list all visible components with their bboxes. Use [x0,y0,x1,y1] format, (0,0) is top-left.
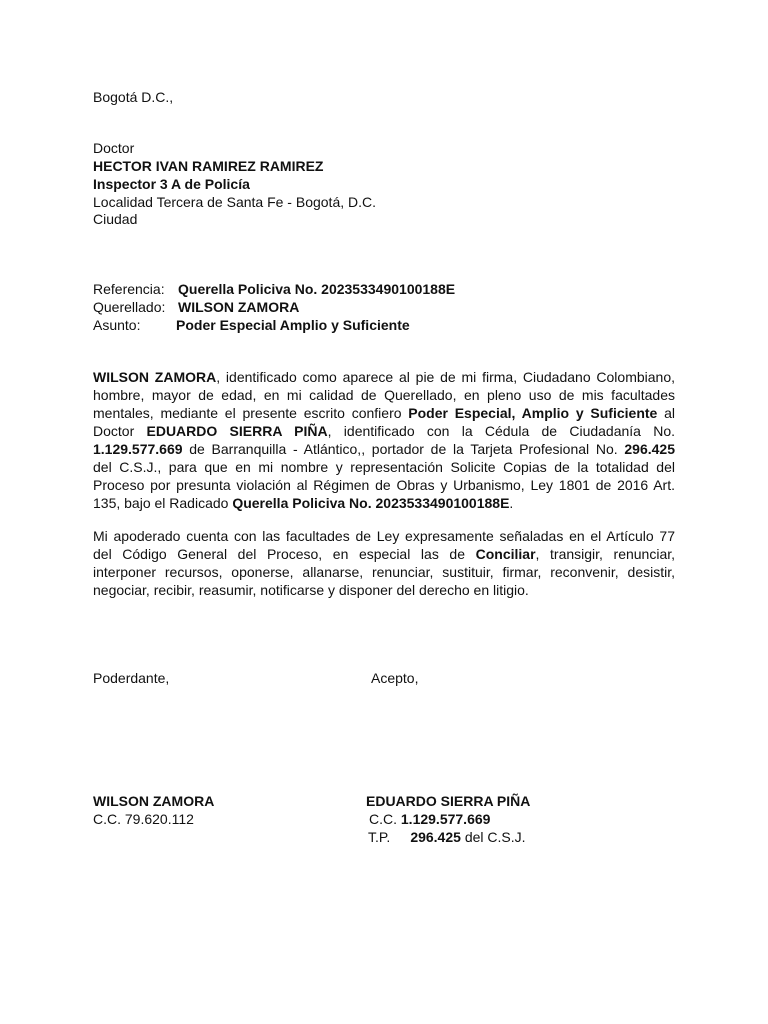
p1-attorney-name: EDUARDO SIERRA PIÑA [146,423,328,439]
signature-right-tp-prefix: T.P. [368,829,391,845]
p1-line-8-end: . [509,495,514,511]
querellado-label: Querellado: [93,299,166,315]
p1-attorney-id: 1.129.577.669 [93,441,183,457]
city-date: Bogotá D.C., [93,89,174,105]
p1-line-6: del C.S.J., para que en mi nombre y representación Solicite Copias de la totalidad del [93,459,675,475]
signature-right-tp-suffix: del C.S.J. [464,829,526,845]
p2-line-2-text: del Código General del Proceso, en especial las de [93,546,466,562]
p1-line-7: Proceso por presunta violación al Régimen de Obras y Urbanismo, Ley 1801 de 2016 Art. [93,477,675,493]
p2-conciliar: Conciliar [475,546,536,562]
asunto-value: Poder Especial Amplio y Suficiente [176,317,410,333]
querellado-value: WILSON ZAMORA [178,299,300,315]
body-paragraph-2 [93,527,675,599]
recipient-office: Localidad Tercera de Santa Fe - Bogotá, D.C. [93,194,377,210]
asunto-label: Asunto: [93,317,141,333]
recipient-title: Inspector 3 A de Policía [93,176,250,192]
signature-right-name: EDUARDO SIERRA PIÑA [366,793,531,809]
acepto-label: Acepto, [371,670,419,686]
p1-line-3 [93,404,675,422]
p1-line-3-text: mentales, mediante el presente escrito confiero [93,405,402,421]
p1-line-3-end: al [664,405,675,421]
signature-right-id [369,810,490,828]
body-paragraph-1 [93,368,675,512]
p1-line-8 [93,494,675,512]
referencia-label: Referencia: [93,281,165,297]
signature-right-id-prefix: C.C. [369,811,397,827]
signature-right-id-value: 1.129.577.669 [400,811,491,827]
p1-line-1-text: , identificado como aparece al pie de mi firma, Ciudadano Colombiano, [216,369,675,385]
p1-line-5-text: de Barranquilla - Atlántico,, portador de la Tarjeta Profesional No. [182,441,618,457]
recipient-salutation: Doctor [93,140,135,156]
querellado-line [93,298,299,316]
p2-line-3: interponer recursos, oponerse, allanarse, renunciar, sustituir, firmar, reconvenir, desistir, [93,564,675,580]
p2-line-4: negociar, recibir, reasumir, notificarse y disponer del derecho en litigio. [93,582,529,598]
p1-line-4 [93,422,675,440]
p1-radicado: Querella Policiva No. 2023533490100188E [232,495,510,511]
p1-power-type: Poder Especial, Amplio y Suficiente [408,405,658,421]
referencia-value: Querella Policiva No. 2023533490100188E [178,281,456,297]
signature-right-tp-value: 296.425 [410,829,461,845]
p1-line-5 [93,440,675,458]
signature-left-name: WILSON ZAMORA [93,793,215,809]
p1-line-4-text: , identificado con la Cédula de Ciudadanía No. [327,423,676,439]
recipient-name: HECTOR IVAN RAMIREZ RAMIREZ [93,158,324,174]
p1-attorney-tp: 296.425 [624,441,675,457]
p2-line-1: Mi apoderado cuenta con las facultades de Ley expresamente señaladas en el Artículo 77 [93,528,675,544]
reference-line [93,280,455,298]
p1-line-8-text: 135, bajo el Radicado [93,495,233,511]
p1-line-2: hombre, mayor de edad, en mi calidad de Querellado, en pleno uso de mis facultades [93,387,675,403]
p2-line-2 [93,545,675,563]
poderdante-label: Poderdante, [93,670,170,686]
asunto-line [93,316,410,334]
signature-right-tp [368,828,526,846]
p1-line-4-start: Doctor [93,423,135,439]
p2-line-2-end: , transigir, renunciar, [535,546,676,562]
signature-left-id: C.C. 79.620.112 [93,811,194,827]
p1-grantor-name: WILSON ZAMORA [93,369,217,385]
recipient-city: Ciudad [93,211,138,227]
p1-line-1 [93,368,675,386]
